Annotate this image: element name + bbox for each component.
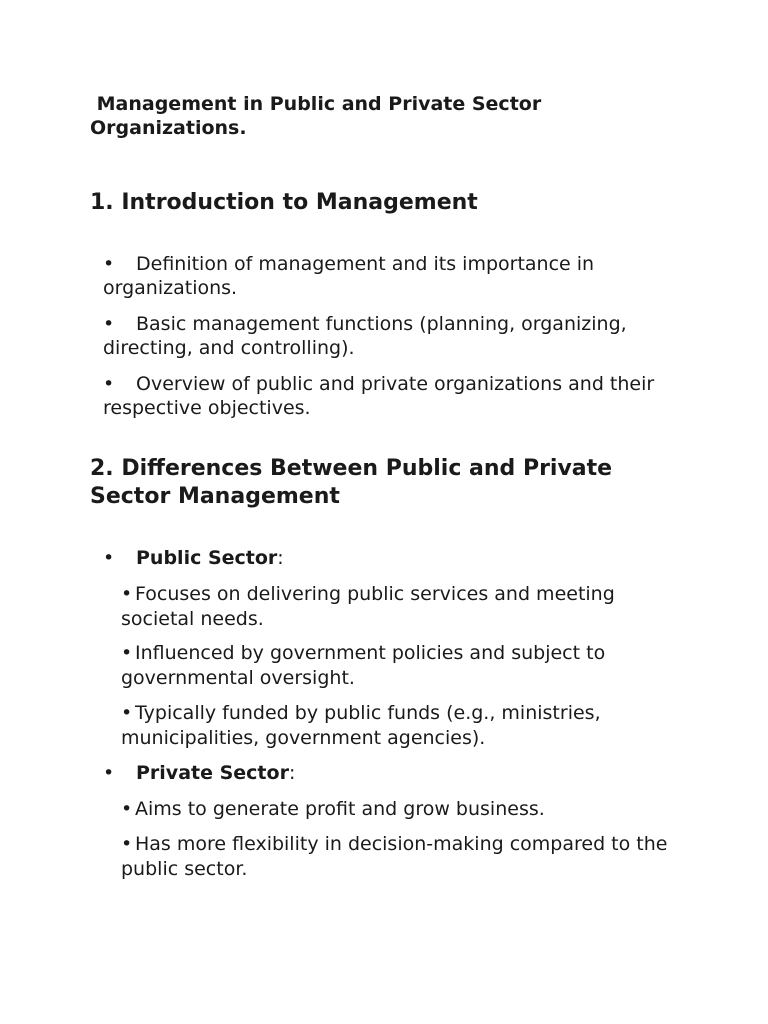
- bullet-icon: •: [121, 642, 133, 664]
- section-heading-differences: 2. Differences Between Public and Private Sector Management: [90, 456, 613, 509]
- group-label-public-sector: Public Sector: [136, 547, 278, 569]
- sub-list-item: [121, 832, 681, 881]
- section-heading-introduction: 1. Introduction to Management: [90, 190, 478, 215]
- document-title: Management in Public and Private Sector Organizations.: [90, 93, 548, 139]
- list-item-public-sector: [103, 546, 673, 570]
- sub-list-item-text: Focuses on delivering public services and meeting societal needs.: [121, 583, 615, 630]
- group-label-suffix: :: [288, 762, 296, 784]
- sub-list-item-text: Typically funded by public funds (e.g., ministries, municipalities, government agencies).: [121, 702, 601, 749]
- bullet-icon: •: [103, 373, 115, 395]
- list-item: [103, 312, 673, 360]
- sub-list-item: [121, 641, 681, 690]
- sub-list-item: [121, 797, 681, 822]
- list-item: [103, 252, 673, 300]
- group-label-private-sector: Private Sector: [136, 762, 289, 784]
- bullet-icon: •: [121, 702, 133, 724]
- sub-list-item-text: Aims to generate profit and grow business.: [135, 798, 545, 820]
- group-label-suffix: :: [277, 547, 284, 569]
- list-item-text: Overview of public and private organizations and their respective objectives.: [103, 373, 655, 419]
- bullet-icon: •: [121, 583, 133, 605]
- list-item-text: Basic management functions (planning, organizing, directing, and controlling).: [103, 313, 627, 359]
- sub-list-item-text: Influenced by government policies and subject to governmental oversight.: [121, 642, 606, 689]
- bullet-icon: •: [103, 762, 115, 784]
- bullet-icon: •: [103, 313, 115, 335]
- list-item-private-sector: [103, 761, 673, 785]
- bullet-icon: •: [103, 253, 115, 275]
- list-item-text: Definition of management and its importance in organizations.: [103, 253, 595, 299]
- bullet-icon: •: [121, 798, 133, 820]
- sub-list-item: [121, 582, 681, 631]
- bullet-icon: •: [121, 833, 133, 855]
- bullet-icon: •: [103, 547, 115, 569]
- sub-list-item: [121, 701, 681, 750]
- list-item: [103, 372, 673, 420]
- sub-list-item-text: Has more flexibility in decision-making compared to the public sector.: [121, 833, 668, 880]
